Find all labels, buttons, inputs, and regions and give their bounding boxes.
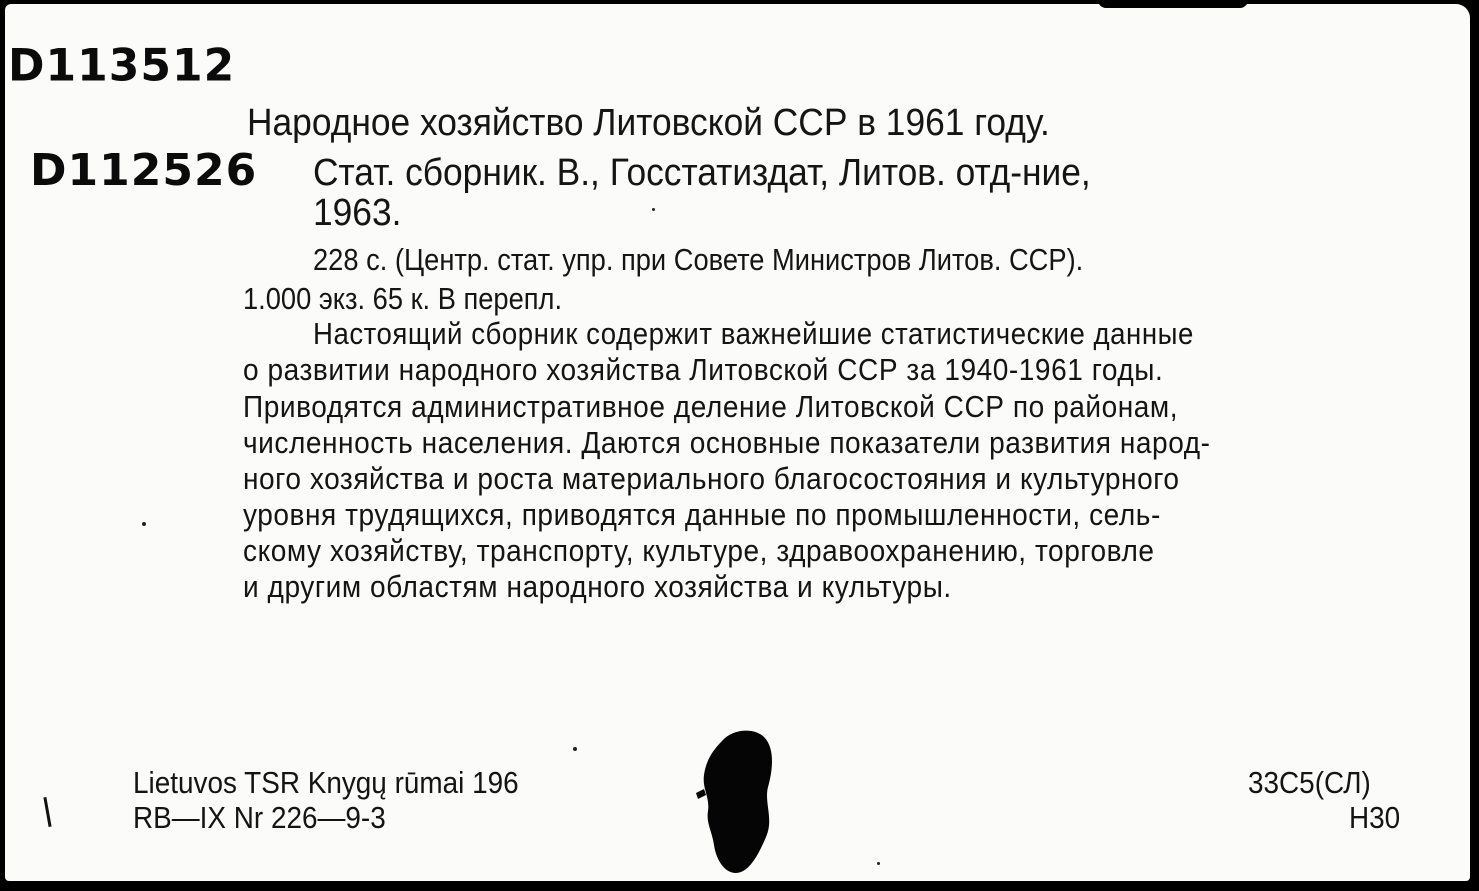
abstract-line: о развитии народного хозяйства Литовской ССР за 1940-1961 годы.	[243, 352, 1164, 387]
abstract-line: ного хозяйства и роста материального благосостояния и культурного	[243, 461, 1180, 496]
shelf-mark: Н30	[1349, 800, 1401, 835]
top-edge-mark	[1098, 0, 1248, 8]
handwritten-number-1: D113512	[8, 39, 236, 92]
card-title: Народное хозяйство Литовской ССР в 1961 году.	[247, 102, 1050, 144]
publication-line-2: 1963.	[313, 192, 402, 234]
abstract-line: Настоящий сборник содержит важнейшие статистические данные	[313, 316, 1194, 351]
abstract-line: и другим областям народного хозяйства и культуры.	[243, 569, 952, 604]
abstract-line: уровня трудящихся, приводятся данные по промышленности, сель-	[243, 497, 1161, 532]
publisher-footer-1: Lietuvos TSR Knygų rūmai 196	[133, 765, 519, 800]
speck	[573, 747, 577, 751]
speck	[142, 522, 146, 526]
handwritten-number-2: D112526	[30, 145, 258, 196]
publisher-footer-2: RB—IX Nr 226—9-3	[133, 800, 386, 835]
abstract-line: Приводятся административное деление Литовской ССР по районам,	[243, 389, 1179, 424]
classification-code: 33С5(СЛ)	[1248, 765, 1371, 800]
physical-description-2: 1.000 экз. 65 к. В перепл.	[243, 281, 563, 316]
ink-blot-stamp	[692, 727, 784, 875]
speck	[652, 208, 655, 211]
speck	[877, 862, 880, 865]
abstract-line: скому хозяйству, транспорту, культуре, здравоохранению, торговле	[243, 533, 1155, 568]
abstract-line: численность населения. Даются основные показатели развития народ-	[243, 425, 1211, 460]
publication-line-1: Стат. сборник. В., Госстатиздат, Литов. отд-ние,	[313, 152, 1091, 194]
physical-description-1: 228 с. (Центр. стат. упр. при Совете Министров Литов. ССР).	[313, 242, 1084, 277]
